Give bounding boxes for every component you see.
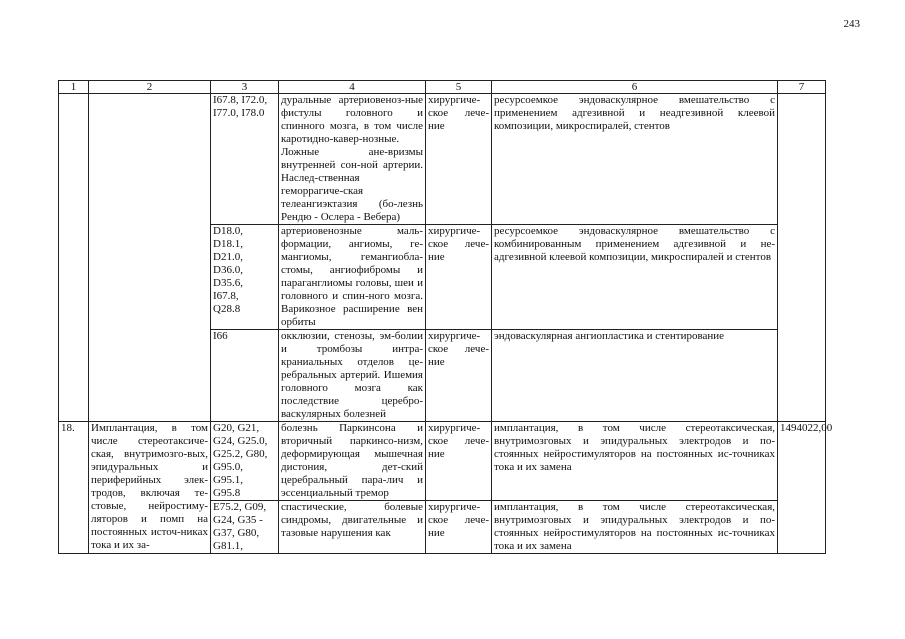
icd-codes-cell: I67.8, I72.0, I77.0, I78.0 <box>211 94 279 225</box>
icd-codes-cell: D18.0, D18.1, D21.0, D36.0, D35.6, I67.8, Q28.8 <box>211 225 279 330</box>
treatment-method-cell: эндоваскулярная ангиопластика и стентирование <box>492 330 778 422</box>
column-header: 7 <box>778 81 826 94</box>
treatment-type-cell: хирургиче-ское лече-ние <box>426 501 492 554</box>
patient-model-cell: спастические, болевые синдромы, двигательные и тазовые нарушения как <box>279 501 426 554</box>
patient-model-cell: дуральные артериовеноз-ные фистулы головного и спинного мозга, в том числе каротидно-кавер-нозные. Ложные ане-вризмы внутренней сон-ной артерии. Наслед-ственная геморрагиче-ская телеангиэктазия (бо-лезнь Рендю - Ослера - Вебера) <box>279 94 426 225</box>
column-header: 5 <box>426 81 492 94</box>
page-number: 243 <box>843 18 860 30</box>
treatment-method-cell: имплантация, в том числе стереотаксическая, внутримозговых и эпидуральных электродов и по-стоянных нейростимуляторов на постоянных ис-точниках тока и их замена <box>492 501 778 554</box>
patient-model-cell: окклюзии, стенозы, эм-болии и тромбозы интра-краниальных отделов це-ребральных артерий. Ишемия головного мозга как последствие церебро-васкулярных болезней <box>279 330 426 422</box>
empty-price-cell <box>778 94 826 422</box>
column-header: 6 <box>492 81 778 94</box>
column-header: 1 <box>59 81 89 94</box>
treatment-method-cell: имплантация, в том числе стереотаксическая, внутримозговых и эпидуральных электродов и по-стоянных нейростимуляторов на постоянных ис-точниках тока и их замена <box>492 422 778 501</box>
patient-model-cell: артериовенозные маль-формации, ангиомы, ге-мангиомы, гемангиобла-стомы, ангиофибромы и параганглиомы головы, шеи и головного и спин-ного мозга. Варикозное расширение вен орбиты <box>279 225 426 330</box>
empty-number-cell <box>59 94 89 422</box>
treatment-type-cell: хирургиче-ское лече-ние <box>426 330 492 422</box>
column-header: 3 <box>211 81 279 94</box>
icd-codes-cell: G20, G21, G24, G25.0, G25.2, G80, G95.0, G95.1, G95.8 <box>211 422 279 501</box>
empty-name-cell <box>89 94 211 422</box>
price-cell: 1494022,00 <box>778 422 826 554</box>
column-header: 2 <box>89 81 211 94</box>
item-name-cell: Имплантация, в том числе стереотаксиче-ская, внутримозго-вых, эпидуральных и периферийных элек-тродов, включая те-стовые, нейростиму-ляторов и помп на постоянных источ-никах тока и их за- <box>89 422 211 554</box>
treatment-type-cell: хирургиче-ское лече-ние <box>426 94 492 225</box>
icd-codes-cell: E75.2, G09, G24, G35 - G37, G80, G81.1, <box>211 501 279 554</box>
table-row <box>59 94 826 225</box>
table-row <box>59 422 826 501</box>
column-header: 4 <box>279 81 426 94</box>
treatment-method-cell: ресурсоемкое эндоваскулярное вмешательство с применением адгезивной и неадгезивной клеевой композиции, микроспиралей, стентов <box>492 94 778 225</box>
treatment-method-cell: ресурсоемкое эндоваскулярное вмешательство с комбинированным применением адгезивной и не-адгезивной клеевой композиции, микроспиралей и стентов <box>492 225 778 330</box>
icd-codes-cell: I66 <box>211 330 279 422</box>
treatment-type-cell: хирургиче-ское лече-ние <box>426 225 492 330</box>
procedures-table <box>58 80 833 554</box>
patient-model-cell: болезнь Паркинсона и вторичный паркинсо-низм, деформирующая мышечная дистония, дет-ский церебральный пара-лич и эссенциальный тремор <box>279 422 426 501</box>
item-number-cell: 18. <box>59 422 89 554</box>
treatment-type-cell: хирургиче-ское лече-ние <box>426 422 492 501</box>
column-number-row <box>59 81 826 94</box>
